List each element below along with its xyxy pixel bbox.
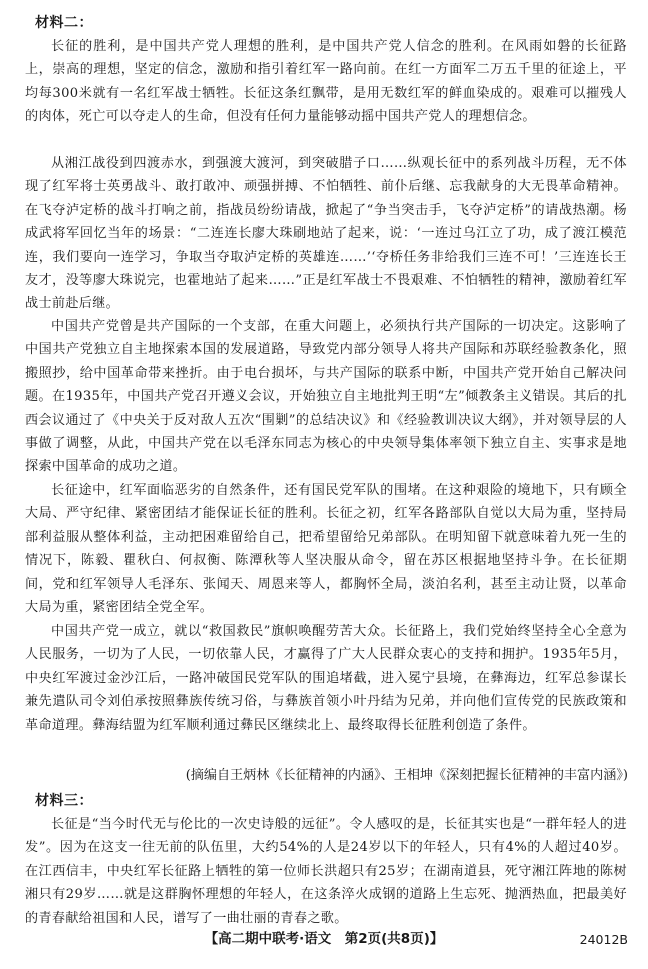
source-citation: (摘编自王炳林《长征精神的内涵》、王相坤《深刻把握长征精神的丰富内涵》) [185,768,628,783]
material-two-paragraph-1: 长征的胜利，是中国共产党人理想的胜利，是中国共产党人信念的胜利。在风雨如磐的长征路上，崇高的理想，坚定的信念，激励和指引着红军一路向前。在红一方面军二万五千里的征途上，平均每300米就有一名红军战士牺牲。长征这条红飘带，是用无数红军的鲜血染成的。艰难可以摧残人的肉体，死亡可以夺走人的生命，但没有任何力量能够动摇中国共产党人的理想信念。 [25,39,627,125]
exam-code: 24012B [579,932,628,947]
material-three-heading: 材料三： [35,793,93,809]
material-two-paragraph-2: 从湘江战役到四渡赤水，到强渡大渡河，到突破腊子口……纵观长征中的系列战斗历程，无不体现了红军将士英勇战斗、敢打敢冲、顽强拼搏、不怕牺牲、前仆后继、忘我献身的大无畏革命精神。在飞夺泸定桥的战斗打响之前，指战员纷纷请战，掀起了“争当突击手，飞夺泸定桥”的请战热潮。杨成武将军回忆当年的场景：“二连连长廖大珠刷地站了起来，说：‘一连过乌江立了功，成了渡江模范连，我们要向一连学习，争取当夺取泸定桥的英雄连……’‘夺桥任务非给我们三连不可！’三连连长王友才，没等廖大珠说完，也霍地站了起来……”正是红军战士不畏艰难、不怕牺牲的精神，激励着红军战士前赴后继。 [25,156,627,312]
material-two-heading: 材料二： [35,15,93,31]
material-two-paragraph-4: 长征途中，红军面临恶劣的自然条件，还有国民党军队的围堵。在这种艰险的境地下，只有顾全大局、严守纪律、紧密团结才能保证长征的胜利。长征之初，红军各路部队自觉以大局为重，坚持局部利益服从整体利益，主动把困难留给自己，把希望留给兄弟部队。在明知留下就意味着九死一生的情况下，陈毅、瞿秋白、何叔衡、陈潭秋等人坚决服从命令，留在苏区根据地坚持斗争。在长征期间，党和红军领导人毛泽东、张闻天、周恩来等人，都胸怀全局，淡泊名利，甚至主动让贤，以革命大局为重，紧密团结全党全军。 [25,483,627,616]
material-three-paragraph-1: 长征是“当今时代无与伦比的一次史诗般的远征”。令人感叹的是，长征其实也是“一群年轻人的进发”。因为在这支一往无前的队伍里，大约54%的人是24岁以下的年轻人，只有4%的人超过40岁。在江西信丰，中央红军长征路上牺牲的第一位师长洪超只有25岁；在湖南道县，死守湘江阵地的陈树湘只有29岁……就是这群胸怀理想的年轻人，在这条淬火成钢的道路上生忘死、抛洒热血，把最美好的青春献给祖国和人民，谱写了一曲壮丽的青春之歌。 [25,817,627,926]
material-two-paragraph-5: 中国共产党一成立，就以“救国救民”旗帜唤醒劳苦大众。长征路上，我们党始终坚持全心全意为人民服务，一切为了人民，一切依靠人民，才赢得了广大人民群众衷心的支持和拥护。1935年5月，中央红军渡过金沙江后，一路冲破国民党军队的围追堵截，进入冕宁县境，在彝海边，红军总参谋长兼先遣队司令刘伯承按照彝族传统习俗，与彝族首领小叶丹结为兄弟，并向他们宣传党的民族政策和革命道理。彝海结盟为红军顺利通过彝民区继续北上、最终取得长征胜利创造了条件。 [25,624,627,733]
page-footer-title: 【高二期中联考·语文 第2页(共8页)】 [204,931,444,947]
material-two-paragraph-3: 中国共产党曾是共产国际的一个支部，在重大问题上，必须执行共产国际的一切决定。这影响了中国共产党独立自主地探索本国的发展道路，导致党内部分领导人将共产国际和苏联经验教条化，照搬照抄，给中国革命带来挫折。由于电台损坏，与共产国际的联系中断，中国共产党开始自己解决问题。在1935年，中国共产党召开遵义会议，开始独立自主地批判王明“左”倾教条主义错误。其后的扎西会议通过了《中央关于反对敌人五次“围剿”的总结决议》和《经验教训决议大纲》，并对领导层的人事做了调整，从此，中国共产党在以毛泽东同志为核心的中央领导集体率领下独立自主、实事求是地探索中国革命的成功之道。 [25,319,627,475]
